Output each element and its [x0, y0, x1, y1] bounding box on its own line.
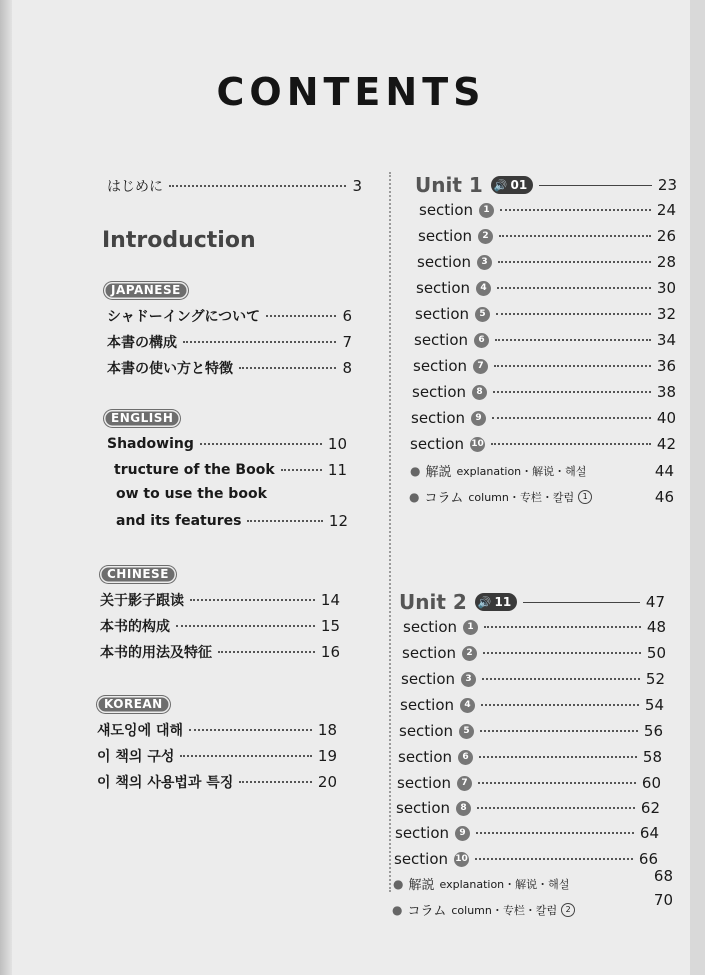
toc-entry-page: 20: [317, 773, 337, 791]
section-entry[interactable]: [410, 435, 676, 453]
circled-number: 8: [456, 801, 471, 816]
toc-entry-page: 8: [342, 359, 352, 377]
circled-number: 7: [457, 776, 472, 791]
speaker-icon: 🔊: [477, 595, 492, 609]
unit-2-heading[interactable]: [399, 590, 665, 614]
toc-entry-page: 16: [320, 643, 340, 661]
circled-number: 3: [461, 672, 476, 687]
section-page: 36: [656, 357, 676, 375]
badge-english: ENGLISH: [104, 410, 180, 427]
track-number: 01: [510, 178, 528, 192]
toc-entry-page: 6: [342, 307, 352, 325]
section-entry[interactable]: [418, 227, 676, 245]
dot-leader: [495, 339, 651, 341]
dot-leader: [176, 625, 315, 627]
toc-entry-label: Shadowing: [107, 436, 194, 452]
circled-number: 8: [472, 385, 487, 400]
dot-leader: [484, 626, 641, 628]
toc-entry[interactable]: [100, 642, 340, 662]
section-entry[interactable]: [416, 279, 676, 297]
spacer: [575, 883, 648, 885]
section-label: section: [402, 644, 457, 662]
section-entry[interactable]: [402, 644, 666, 662]
toc-entry[interactable]: [97, 746, 337, 766]
dot-leader: [481, 704, 639, 706]
dot-leader: [478, 782, 636, 784]
circled-number: 3: [477, 255, 492, 270]
section-page: 54: [644, 696, 664, 714]
note-label: コラム: [407, 904, 447, 919]
section-page: 26: [656, 227, 676, 245]
section-entry[interactable]: [399, 722, 663, 740]
dot-leader: [496, 313, 651, 315]
section-entry[interactable]: [419, 201, 676, 219]
toc-entry[interactable]: [116, 486, 347, 502]
note-page: 70: [653, 890, 673, 909]
track-number: 11: [494, 595, 512, 609]
section-label: section: [414, 331, 469, 349]
dot-leader: [200, 443, 322, 445]
dot-leader: [266, 315, 336, 317]
section-label: section: [417, 253, 472, 271]
toc-entry-label: 本書の使い方と特徴: [107, 361, 233, 377]
toc-entry-label: 本书的构成: [100, 619, 170, 635]
dot-leader: [239, 781, 312, 783]
note-entry-column[interactable]: [392, 890, 673, 919]
section-entry[interactable]: [400, 696, 664, 714]
badge-chinese: CHINESE: [100, 566, 176, 583]
note-sublabel: column・专栏・칼럼: [451, 903, 558, 917]
circled-number: 9: [471, 411, 486, 426]
dot-leader: [281, 469, 322, 471]
section-entry[interactable]: [413, 357, 676, 375]
section-entry[interactable]: [394, 850, 658, 868]
dot-leader: [477, 807, 635, 809]
toc-entry-page: 3: [352, 177, 362, 195]
note-entry-explanation[interactable]: [393, 866, 673, 893]
toc-entry[interactable]: [107, 358, 352, 378]
unit-label: Unit 2: [399, 590, 467, 614]
toc-entry[interactable]: [116, 512, 348, 530]
unit-1-heading[interactable]: [415, 173, 677, 197]
toc-entry-label: はじめに: [107, 179, 163, 195]
note-sublabel: explanation・解说・해설: [439, 877, 570, 891]
speaker-icon: 🔊: [493, 178, 508, 192]
section-entry[interactable]: [395, 824, 659, 842]
toc-entry-label: 关于影子跟读: [100, 593, 184, 609]
toc-entry[interactable]: [97, 720, 337, 740]
dot-leader: [218, 651, 315, 653]
section-page: 56: [643, 722, 663, 740]
note-label: 解説: [408, 878, 435, 893]
section-label: section: [410, 435, 465, 453]
circled-number: 4: [460, 698, 475, 713]
badge-japanese: JAPANESE: [104, 282, 188, 299]
toc-entry-page: 14: [320, 591, 340, 609]
circled-number: 1: [578, 490, 592, 504]
note-sublabel: column・专栏・칼럼: [468, 490, 575, 504]
dot-leader: [479, 756, 637, 758]
section-label: section: [412, 383, 467, 401]
section-page: 32: [656, 305, 676, 323]
dot-leader: [498, 261, 651, 263]
section-page: 34: [656, 331, 676, 349]
toc-entry-label: ow to use the book: [116, 486, 267, 502]
section-label: section: [394, 850, 449, 868]
note-label: 解説: [425, 465, 452, 480]
note-page: 46: [654, 487, 674, 506]
toc-entry-label: 이 책의 구성: [97, 749, 175, 765]
toc-entry-page: 10: [327, 435, 347, 453]
dot-leader: [492, 417, 651, 419]
audio-track-badge: [491, 176, 533, 194]
toc-entry-page: 18: [317, 721, 337, 739]
toc-entry-label: 섀도잉에 대해: [97, 723, 184, 739]
spacer: [581, 909, 648, 911]
section-label: section: [395, 824, 450, 842]
section-label: section: [415, 305, 470, 323]
note-page: 44: [654, 461, 674, 480]
section-label: section: [401, 670, 456, 688]
section-page: 62: [640, 799, 660, 817]
section-entry[interactable]: [414, 331, 676, 349]
toc-entry[interactable]: [107, 332, 352, 352]
bullet-icon: ●: [409, 489, 420, 504]
bullet-icon: ●: [393, 876, 404, 891]
circled-number: 6: [458, 750, 473, 765]
toc-entry[interactable]: [100, 616, 340, 636]
circled-number: 6: [474, 333, 489, 348]
section-entry[interactable]: [415, 305, 676, 323]
section-page: 50: [646, 644, 666, 662]
dot-leader: [483, 652, 641, 654]
toc-entry-page: 7: [342, 333, 352, 351]
section-label: section: [419, 201, 474, 219]
circled-number: 5: [475, 307, 490, 322]
section-label: section: [416, 279, 471, 297]
section-entry[interactable]: [412, 383, 676, 401]
circled-number: 2: [561, 903, 575, 917]
section-label: section: [399, 722, 454, 740]
toc-entry[interactable]: [107, 435, 347, 453]
spacer: [598, 496, 649, 498]
toc-entry-page: 15: [320, 617, 340, 635]
dot-leader: [183, 341, 336, 343]
circled-number: 10: [470, 437, 485, 452]
section-entry[interactable]: [396, 799, 660, 817]
circled-number: 10: [454, 852, 469, 867]
circled-number: 5: [459, 724, 474, 739]
section-entry[interactable]: [411, 409, 676, 427]
section-entry[interactable]: [398, 748, 662, 766]
rule-line: [523, 602, 640, 603]
section-page: 40: [656, 409, 676, 427]
note-page: 68: [653, 866, 673, 885]
dot-leader: [180, 755, 312, 757]
dot-leader: [491, 443, 651, 445]
section-label: section: [413, 357, 468, 375]
dot-leader: [247, 520, 322, 522]
section-page: 28: [656, 253, 676, 271]
bullet-icon: ●: [392, 902, 403, 917]
rule-line: [539, 185, 652, 186]
toc-entry-page: 19: [317, 747, 337, 765]
circled-number: 9: [455, 826, 470, 841]
section-label: section: [397, 774, 452, 792]
section-page: 38: [656, 383, 676, 401]
unit-page: 23: [657, 176, 677, 194]
audio-track-badge: [475, 593, 517, 611]
dot-leader: [190, 599, 315, 601]
section-label: section: [398, 748, 453, 766]
dot-leader: [494, 365, 651, 367]
toc-entry-label: 이 책의 사용법과 특징: [97, 775, 234, 791]
section-page: 58: [642, 748, 662, 766]
section-page: 60: [641, 774, 661, 792]
dot-leader: [475, 858, 633, 860]
circled-number: 4: [476, 281, 491, 296]
toc-entry-preface[interactable]: [107, 176, 362, 196]
dot-leader: [493, 391, 651, 393]
section-label: section: [411, 409, 466, 427]
circled-number: 2: [462, 646, 477, 661]
section-entry[interactable]: [401, 670, 665, 688]
circled-number: 1: [463, 620, 478, 635]
section-page: 66: [638, 850, 658, 868]
section-page: 48: [646, 618, 666, 636]
section-entry[interactable]: [397, 774, 661, 792]
toc-entry-page: 12: [328, 512, 348, 530]
toc-entry-label: tructure of the Book: [114, 462, 275, 478]
toc-entry-page: 11: [327, 461, 347, 479]
introduction-heading: Introduction: [102, 228, 256, 253]
section-page: 52: [645, 670, 665, 688]
toc-entry-label: 本书的用法及特征: [100, 645, 212, 661]
section-page: 64: [639, 824, 659, 842]
section-entry[interactable]: [403, 618, 666, 636]
unit-page: 47: [645, 593, 665, 611]
toc-entry[interactable]: [100, 590, 340, 610]
circled-number: 2: [478, 229, 493, 244]
section-label: section: [418, 227, 473, 245]
spacer: [592, 470, 649, 472]
section-page: 30: [656, 279, 676, 297]
page-title: CONTENTS: [216, 70, 486, 114]
unit-label: Unit 1: [415, 173, 483, 197]
contents-page: [12, 0, 690, 975]
toc-entry[interactable]: [97, 772, 337, 792]
note-sublabel: explanation・解说・해설: [456, 464, 587, 478]
toc-entry-label: 本書の構成: [107, 335, 177, 351]
dot-leader: [480, 730, 638, 732]
section-entry[interactable]: [417, 253, 676, 271]
note-entry-column[interactable]: [409, 487, 674, 506]
section-label: section: [400, 696, 455, 714]
note-entry-explanation[interactable]: [410, 461, 674, 480]
dot-leader: [497, 287, 651, 289]
dot-leader: [500, 209, 651, 211]
dot-leader: [239, 367, 336, 369]
toc-entry-label: and its features: [116, 513, 242, 529]
toc-entry-label: シャドーイングについて: [107, 309, 261, 325]
circled-number: 7: [473, 359, 488, 374]
section-label: section: [396, 799, 451, 817]
badge-korean: KOREAN: [97, 696, 170, 713]
section-page: 42: [656, 435, 676, 453]
column-divider: [389, 172, 391, 892]
section-page: 24: [656, 201, 676, 219]
dot-leader: [482, 678, 640, 680]
section-label: section: [403, 618, 458, 636]
toc-entry[interactable]: [114, 461, 347, 479]
toc-entry[interactable]: [107, 306, 352, 326]
bullet-icon: ●: [410, 463, 421, 478]
dot-leader: [189, 729, 312, 731]
dot-leader: [169, 185, 346, 187]
note-label: コラム: [424, 491, 464, 506]
dot-leader: [499, 235, 651, 237]
circled-number: 1: [479, 203, 494, 218]
dot-leader: [476, 832, 634, 834]
